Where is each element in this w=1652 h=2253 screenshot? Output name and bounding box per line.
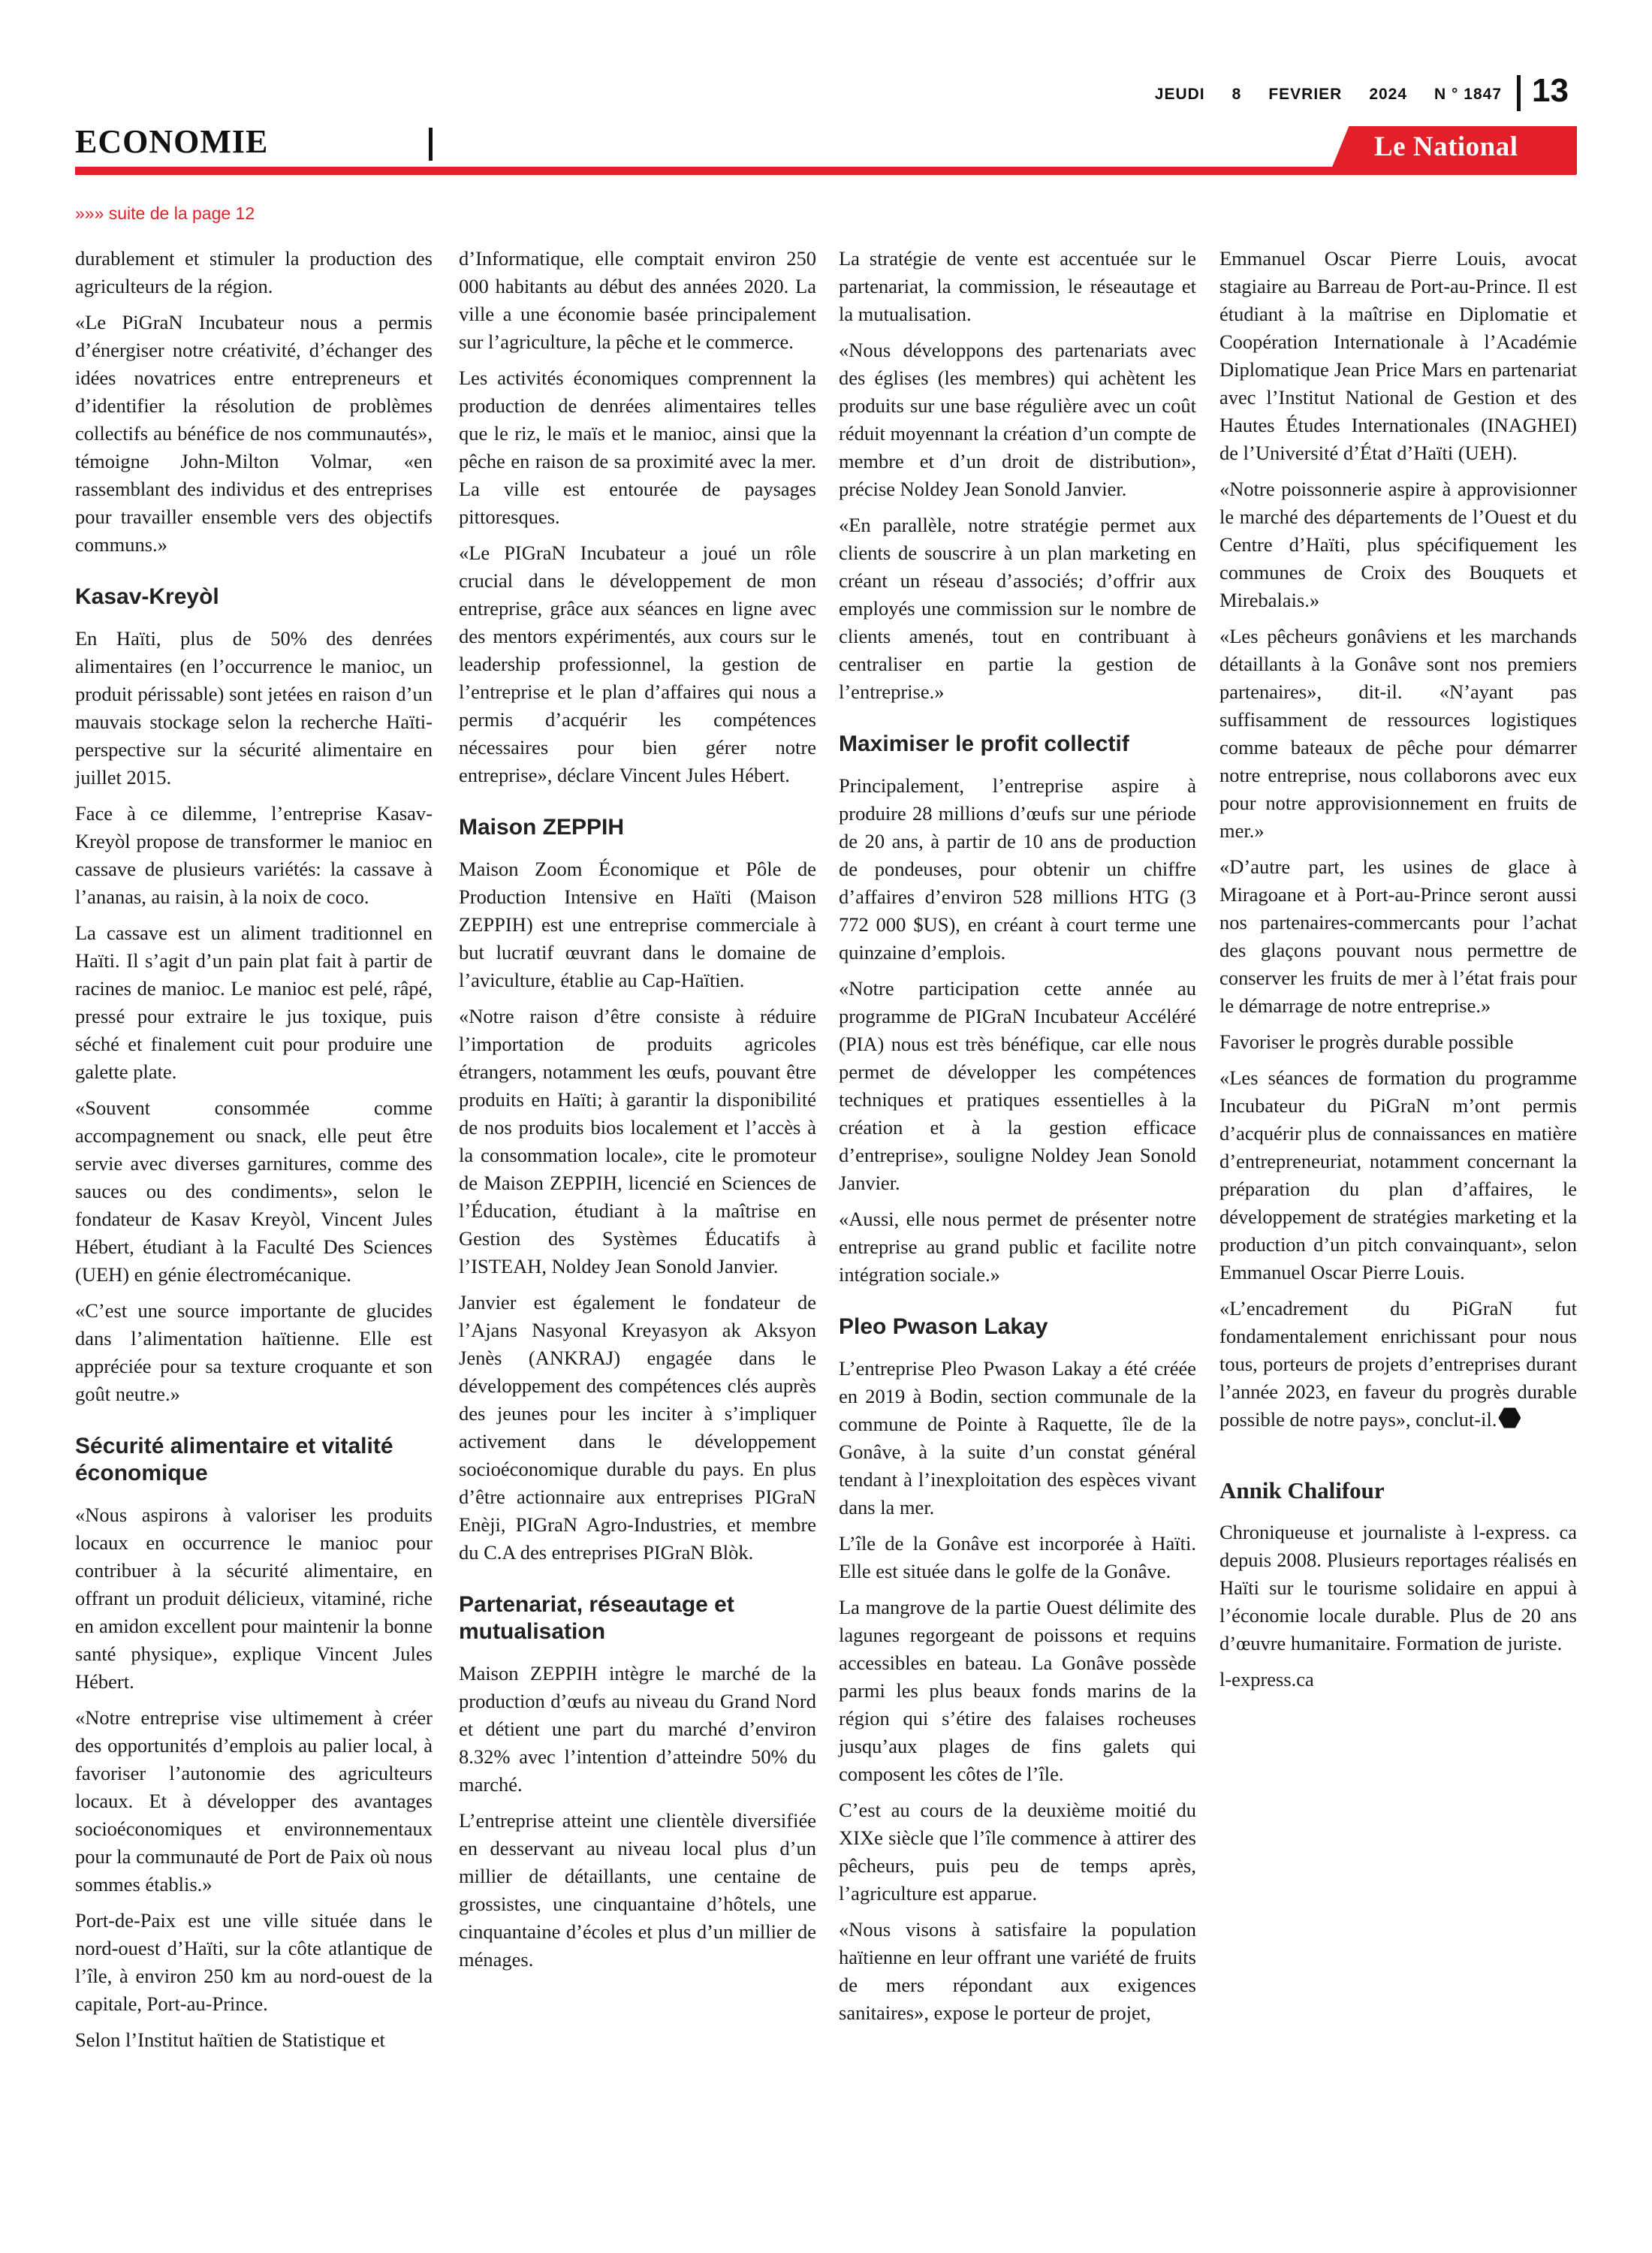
article-paragraph: «Le PiGraN Incubateur nous a permis d’énergiser notre créativité, d’échanger des idées novatrices entre entrepreneurs et d’identifier la résolution de problèmes collectifs au bénéfice de nos communautés», témoigne John-Milton Volmar, «en rassemblant des individus et des entreprises pour travailler ensemble vers des objectifs communs.» [75, 311, 433, 556]
article-paragraph: «Le PIGraN Incubateur a joué un rôle crucial dans le développement de mon entreprise, grâce aux séances en ligne avec des mentors expérimentés, aux cours sur le leadership professionnel, la gestion de l’entreprise et le plan d’affaires qui nous a permis d’acquérir les compétences nécessaires pour bien gérer notre entreprise», déclare Vincent Jules Hébert. [459, 541, 816, 786]
article-paragraph: «Nous développons des partenariats avec des églises (les membres) qui achètent les produits sur une base régulière avec un coût réduit moyennant la création d’un compte de membre et d’un droit de distribution», précise Noldey Jean Sonold Janvier. [839, 339, 1196, 500]
article-paragraph: C’est au cours de la deuxième moitié du XIXe siècle que l’île commence à attirer des pêcheurs, puis peu de temps après, l’agriculture est apparue. [839, 1799, 1196, 1905]
issue-day: JEUDI [1154, 86, 1205, 103]
issue-date-line [976, 86, 1502, 104]
article-column-4 [1219, 245, 1577, 1702]
article-paragraph: Janvier est également le fondateur de l’Ajans Nasyonal Kreyasyon ak Aksyon Jenès (ANKRAJ) engagée dans le développement des compétences clés auprès des jeunes pour les inciter à s’impliquer activement dans le développement socioéconomique durable du pays. En plus d’être actionnaire aux entreprises PIGraN Enèji, PIGraN Agro-Industries, et membre du C.A des entreprises PIGraN Blòk. [459, 1291, 816, 1564]
newspaper-logo: Le National [1374, 131, 1518, 162]
subheading-partenariat-reseautage-et-mutualisation: Partenariat, réseautage et mutualisation [459, 1592, 734, 1644]
author-box [1219, 1477, 1577, 1694]
issue-date-number: 8 [1231, 86, 1242, 103]
article-paragraph: «Notre participation cette année au programme de PIGraN Incubateur Accéléré (PIA) nous est très bénéfique, car elle nous permet de développer les compétences techniques et pratiques essentielles à la création et à la gestion efficace d’entreprise», souligne Noldey Jean Sonold Janvier. [839, 977, 1196, 1194]
article-paragraph: Favoriser le progrès durable possible [1219, 1030, 1514, 1053]
article-paragraph: Face à ce dilemme, l’entreprise Kasav-Kreyòl propose de transformer le manioc en cassave de plusieurs variétés: la cassave à l’ananas, au raisin, à la noix de coco. [75, 802, 433, 908]
continued-from-link[interactable]: »»» suite de la page 12 [75, 204, 255, 223]
article-paragraph: «Nous aspirons à valoriser les produits locaux en occurrence le manioc pour contribuer à la sécurité alimentaire, en offrant un produit délicieux, vitaminé, riche en amidon excellent pour maintenir la bonne santé physique», explique Vincent Jules Hébert. [75, 1504, 433, 1693]
article-paragraph: Port-de-Paix est une ville située dans le nord-ouest d’Haïti, sur la côte atlantique de l’île, à environ 250 km au nord-ouest de la capitale, Port-au-Prince. [75, 1909, 433, 2015]
article-paragraph: L’entreprise Pleo Pwason Lakay a été créée en 2019 à Bodin, section communale de la commune de Pointe à Raquette, île de la Gonâve, à la suite d’un constat général tendant à l’inexploitation des espèces vivant dans la mer. [839, 1357, 1196, 1519]
issue-number: N ° 1847 [1434, 86, 1502, 103]
article-paragraph: «Notre entreprise vise ultimement à créer des opportunités d’emplois au palier local, à favoriser l’autonomie des agriculteurs locaux. Et à développer des avantages socioéconomiques et environnementaux pour la communauté de Port de Paix où nous sommes établis.» [75, 1706, 433, 1896]
article-column-1 [75, 245, 433, 2062]
article-paragraph: La stratégie de vente est accentuée sur le partenariat, la commission, le réseautage et la mutualisation. [839, 247, 1196, 325]
article-paragraph: «Souvent consommée comme accompagnement ou snack, elle peut être servie avec diverses garnitures, comme des sauces ou des condiments», selon le fondateur de Kasav Kreyòl, Vincent Jules Hébert, étudiant à la Faculté Des Sciences (UEH) en génie électromécanique. [75, 1096, 433, 1286]
article-paragraph: «Les séances de formation du programme Incubateur du PiGraN m’ont permis d’acquérir plus de connaissances en matière d’entrepreneuriat, notamment concernant la préparation du plan d’affaires, le développement de stratégies marketing et la production d’un pitch convainquant», selon Emmanuel Oscar Pierre Louis. [1219, 1066, 1577, 1283]
article-paragraph: «D’autre part, les usines de glace à Miragoane et à Port-au-Prince seront aussi nos partenaires-commercants pour l’achat des glaçons pouvant nous permettre de conserver les fruits de mer à l’état frais pour le démarrage de notre entreprise.» [1219, 855, 1577, 1017]
subheading-securite-alimentaire-et-vitalite-economique: Sécurité alimentaire et vitalité économique [75, 1434, 393, 1485]
article-paragraph: «C’est une source importante de glucides dans l’alimentation haïtienne. Elle est appréciée pour sa texture croquante et son goût neutre.» [75, 1299, 433, 1405]
article-paragraph [1219, 1295, 1577, 1434]
article-paragraph: L’entreprise atteint une clientèle diversifiée en desservant au niveau local plus d’un millier de détaillants, une centaine de grossistes, une cinquantaine d’hôtels, une cinquantaine d’écoles et plus d’un millier de ménages. [459, 1809, 816, 1971]
subheading-maximiser-le-profit-collectif: Maximiser le profit collectif [839, 731, 1129, 756]
article-paragraph: Maison Zoom Économique et Pôle de Production Intensive en Haïti (Maison ZEPPIH) est une entreprise commerciale à but lucratif œuvrant dans le domaine de l’aviculture, établie au Cap-Haïtien. [459, 858, 816, 991]
page-number-divider [1517, 75, 1521, 111]
issue-month: FEVRIER [1268, 86, 1343, 103]
article-paragraph: «Les pêcheurs gonâviens et les marchands détaillants à la Gonâve sont nos premiers partenaires», dit-il. «N’ayant pas suffisamment de ressources logistiques comme bateaux de pêche pour démarrer notre entreprise, nous collaborons avec eux pour notre approvisionnement en fruits de mer.» [1219, 625, 1577, 842]
article-paragraph: Emmanuel Oscar Pierre Louis, avocat stagiaire au Barreau de Port-au-Prince. Il est étudiant à la maîtrise en Diplomatie et Coopération Internationale à l’Académie Diplomatique Jean Price Mars en partenariat avec l’Institut National de Gestion et des Hautes Études Internationales (INAGHEI) de l’Université d’État d’Haïti (UEH). [1219, 247, 1577, 464]
article-paragraph: durablement et stimuler la production des agriculteurs de la région. [75, 247, 433, 297]
author-name: Annik Chalifour [1219, 1477, 1385, 1504]
article-paragraph: En Haïti, plus de 50% des denrées alimentaires (en l’occurrence le manioc, un produit périssable) sont jetées en raison d’un mauvais stockage selon la recherche Haïti-perspective sur la sécurité alimentaire en juillet 2015. [75, 627, 433, 789]
author-site-link[interactable]: l-express.ca [1219, 1668, 1314, 1691]
article-paragraph: d’Informatique, elle comptait environ 250 000 habitants au début des années 2020. La ville a une économie basée principalement sur l’agriculture, la pêche et le commerce. [459, 247, 816, 353]
article-paragraph: «En parallèle, notre stratégie permet aux clients de souscrire à un plan marketing en créant un réseau d’associés; d’offrir aux employés une commission sur le nombre de clients amenés, tout en contribuant à centraliser en partie la gestion de l’entreprise.» [839, 514, 1196, 703]
article-paragraph-text: «L’encadrement du PiGraN fut fondamentalement enrichissant pour nous tous, porteurs de projets d’entreprises durant l’année 2023, en faveur du progrès durable possible de notre pays», conclut-il. [1219, 1297, 1577, 1431]
article-paragraph: Principalement, l’entreprise aspire à produire 28 millions d’œufs sur une période de 20 ans, à partir de 10 ans de production de pondeuses, pour obtenir un chiffre d’affaires d’environ 528 millions HTG (3 772 000 $US), en créant à court terme une quinzaine d’emplois. [839, 774, 1196, 964]
article-paragraph: Les activités économiques comprennent la production de denrées alimentaires telles que le riz, le maïs et le manioc, ainsi que la pêche en raison de sa proximité avec la mer. La ville est entourée de paysages pittoresques. [459, 366, 816, 528]
section-title: ECONOMIE [75, 123, 269, 160]
article-paragraph: L’île de la Gonâve est incorporée à Haïti. Elle est située dans le golfe de la Gonâve. [839, 1532, 1196, 1582]
subheading-kasav-kreyol: Kasav-Kreyòl [75, 584, 219, 609]
article-paragraph: «Notre poissonnerie aspire à approvisionner le marché des départements de l’Ouest et du Centre d’Haïti, plus spécifiquement les communes de Croix des Bouquets et Mirebalais.» [1219, 478, 1577, 611]
header-red-rule [75, 167, 1576, 175]
article-column-3 [839, 245, 1196, 2035]
subheading-pleo-pwason-lakay: Pleo Pwason Lakay [839, 1314, 1048, 1339]
article-paragraph: Selon l’Institut haïtien de Statistique et [75, 2028, 385, 2051]
subheading-maison-zeppih: Maison ZEPPIH [459, 815, 625, 840]
section-title-divider [429, 128, 433, 161]
page-number: 13 [1532, 72, 1569, 109]
article-paragraph: «Aussi, elle nous permet de présenter notre entreprise au grand public et facilite notre intégration sociale.» [839, 1208, 1196, 1286]
article-paragraph: Maison ZEPPIH intègre le marché de la production d’œufs au niveau du Grand Nord et détient une part du marché d’environ 8.32% avec l’intention d’atteindre 50% du marché. [459, 1662, 816, 1796]
author-bio: Chroniqueuse et journaliste à l-express. ca depuis 2008. Plusieurs reportages réalisés en Haïti sur le tourisme solidaire en appui à l’économie locale durable. Plus de 20 ans d’œuvre humanitaire. Formation de juriste. [1219, 1521, 1577, 1654]
article-paragraph: «Nous visons à satisfaire la population haïtienne en leur offrant une variété de fruits de mers répondant aux exigences sanitaires», expose le porteur de projet, [839, 1918, 1196, 2024]
article-paragraph: «Notre raison d’être consiste à réduire l’importation de produits agricoles étrangers, notamment les œufs, pouvant être produits en Haïti; à garantir la disponibilité de nos produits bios localement et l’accès à la consommation locale», cite le promoteur de Maison ZEPPIH, licencié en Sciences de l’Éducation, étudiant à la maîtrise en Gestion des Systèmes Éducatifs à l’ISTEAH, Noldey Jean Sonold Janvier. [459, 1005, 816, 1277]
article-paragraph: La cassave est un aliment traditionnel en Haïti. Il s’agit d’un pain plat fait à partir de racines de manioc. Le manioc est pelé, râpé, pressé pour extraire le jus toxique, puis séché et finalement cuit pour produire une galette plate. [75, 921, 433, 1083]
article-column-2 [459, 245, 816, 1982]
end-of-article-icon [1498, 1407, 1521, 1429]
article-paragraph: La mangrove de la partie Ouest délimite des lagunes regorgeant de poissons et requins accessibles en bateau. La Gonâve possède parmi les plus beaux fonds marins de la région qui s’étire des falaises rocheuses jusqu’aux plages de fins galets qui composent les côtes de l’île. [839, 1596, 1196, 1785]
issue-year: 2024 [1369, 86, 1408, 103]
